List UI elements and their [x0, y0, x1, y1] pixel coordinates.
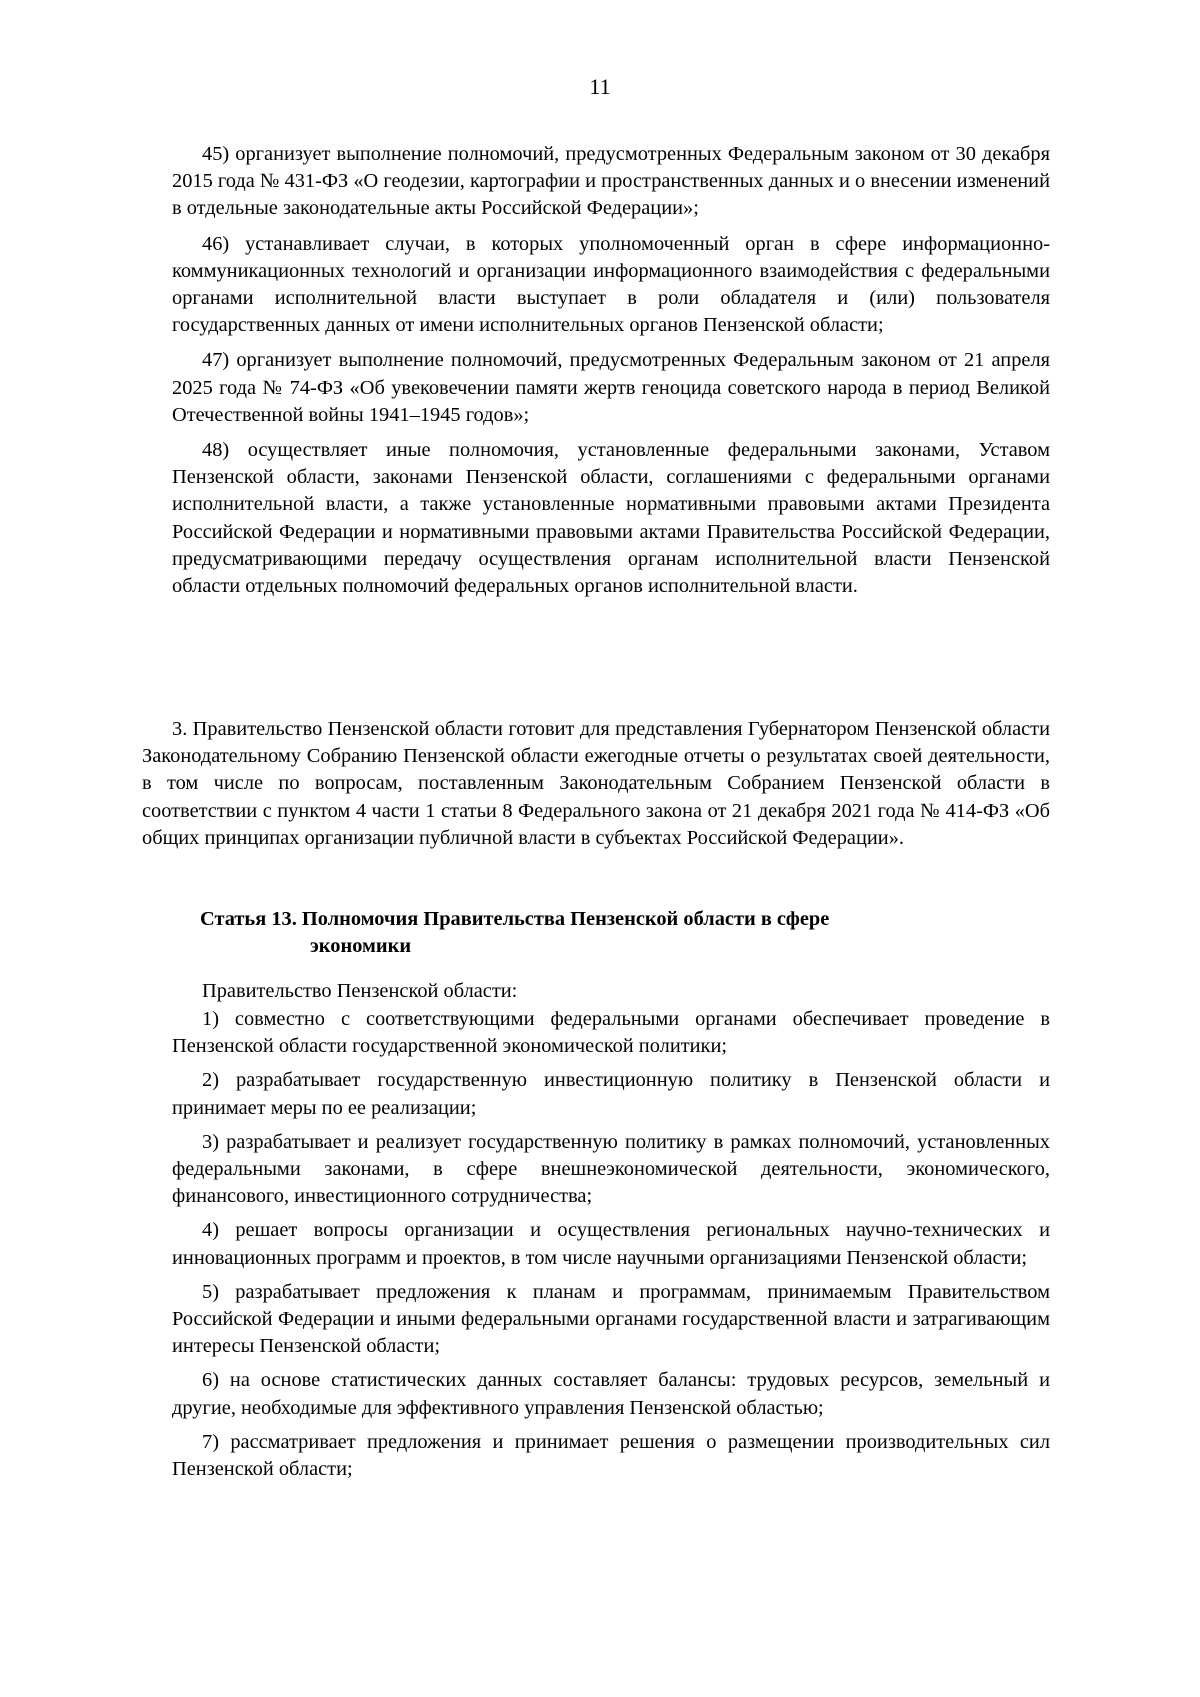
article-heading-line2: экономики [310, 935, 412, 958]
list-item: 1) совместно с соответствующими федеральными органами обеспечивает проведение в Пензенской области государственной экономической политики; [172, 1008, 1050, 1058]
list-item: 45) организует выполнение полномочий, предусмотренных Федеральным законом от 30 декабря 2015 года № 431-ФЗ «О геодезии, картографии и пространственных данных и о внесении изменений в отдельные законодательные акты Российской Федерации»; [172, 143, 1050, 220]
list-item: 7) рассматривает предложения и принимает решения о размещении производительных сил Пензенской области; [172, 1430, 1050, 1481]
list-item: 6) на основе статистических данных составляет балансы: трудовых ресурсов, земельный и другие, необходимые для эффективного управления Пензенской областью; [172, 1369, 1050, 1419]
list-item: 5) разрабатывает предложения к планам и программам, принимаемым Правительством Российской Федерации и иными федеральными органами государственной власти и затрагивающим интересы Пензенской области; [172, 1280, 1050, 1358]
article-intro: Правительство Пензенской области: [202, 980, 518, 1002]
list-item: 48) осуществляет иные полномочия, установленные федеральными законами, Уставом Пензенской области, законами Пензенской области, соглашениями с федеральными органами исполнительной власти, а также установленные нормативными правовыми актами Президента Российской Федерации и нормативными правовыми актами Правительства Российской Федерации, предусматривающими передачу осуществления органам исполнительной власти Пензенской области отдельных полномочий федеральных органов исполнительной власти. [172, 439, 1050, 598]
paragraph-3: 3. Правительство Пензенской области готовит для представления Губернатором Пензенской области Законодательному Собранию Пензенской области ежегодные отчеты о результатах своей деятельности, в том числе по вопросам, поставленным Законодательным Собранием Пензенской области в соответствии с пунктом 4 части 1 статьи 8 Федерального закона от 21 декабря 2021 года № 414-ФЗ «Об общих принципах организации публичной власти в субъектах Российской Федерации». [142, 718, 1050, 849]
list-item: 4) решает вопросы организации и осуществления региональных научно-технических и инновационных программ и проектов, в том числе научными организациями Пензенской области; [172, 1219, 1050, 1269]
page-number: 11 [589, 74, 611, 99]
list-item: 3) разрабатывает и реализует государственную политику в рамках полномочий, установленных федеральными законами, в сфере внешнеэкономической деятельности, экономического, финансового, инвестиционного сотрудничества; [172, 1130, 1050, 1208]
list-item: 46) устанавливает случаи, в которых уполномоченный орган в сфере информационно-коммуникационных технологий и организации информационного взаимодействия с федеральными органами исполнительной власти выступает в роли обладателя и (или) пользователя государственных данных от имени исполнительных органов Пензенской области; [172, 232, 1050, 337]
article-heading-line1: Статья 13. Полномочия Правительства Пензенской области в сфере [200, 908, 830, 930]
article-items [172, 1006, 1050, 1483]
paragraph-3-block [142, 716, 1050, 852]
list-item: 47) организует выполнение полномочий, предусмотренных Федеральным законом от 21 апреля 2025 года № 74-ФЗ «Об увековечении памяти жертв геноцида советского народа в период Великой Отечественной войны 1941–1945 годов»; [172, 349, 1050, 426]
items-45-48 [172, 141, 1050, 600]
article-heading [200, 906, 1020, 960]
list-item: 2) разрабатывает государственную инвестиционную политику в Пензенской области и принимает меры по ее реализации; [172, 1069, 1050, 1119]
